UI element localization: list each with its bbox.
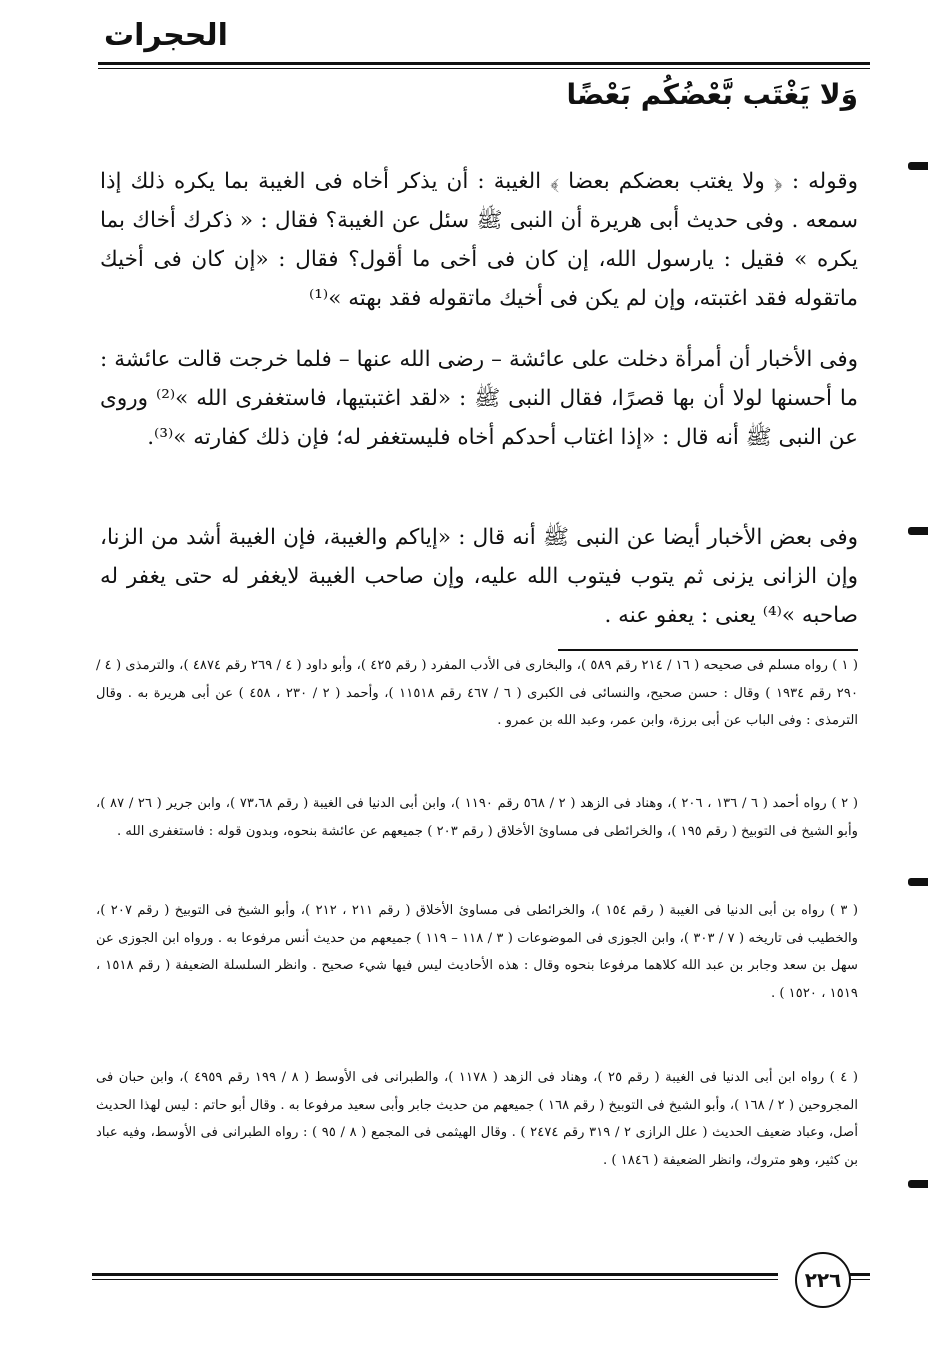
body-paragraph: وقوله : ﴿ ولا يغتب بعضكم بعضا ﴾ الغيبة : أن يذكر أخاه فى الغيبة بما يكره ذلك إذا سمعه . وفى حديث أبى هريرة أن النبى ﷺ سئل عن الغيبة؟ فقال : « ذكرك أخاك بما يكره » فقيل : يارسول الله، إن كان فى أخى ما أقول؟ فقال : «إن كان فى أخيك ماتقوله فقد اغتبته، وإن لم يكن فى أخيك ماتقوله فقد بهته »⁽¹⁾ bbox=[100, 169, 858, 311]
body-paragraph: وفى الأخبار أن أمرأة دخلت على عائشة – رضى الله عنها – فلما خرجت قالت عائشة : ما أحسنها لولا أن بها قصرًا، فقال النبى ﷺ : «لقد اغتبتيها، فاستغفرى الله »⁽²⁾ وروى عن النبى ﷺ أنه قال : «إذا اغتاب أحدكم أخاه فليستغفر له؛ فإن ذلك كفارته »⁽³⁾. bbox=[100, 347, 859, 450]
margin-mark bbox=[908, 162, 928, 170]
section-title: وَلا يَغْتَب بَّعْضُكُم بَعْضًا bbox=[566, 78, 858, 111]
footnote-separator bbox=[558, 649, 858, 651]
footer-rule bbox=[92, 1273, 778, 1276]
running-head: الحجرات bbox=[104, 18, 228, 53]
body-paragraph: وفى بعض الأخبار أيضا عن النبى ﷺ أنه قال : «إياكم والغيبة، فإن الغيبة أشد من الزنا، وإن الزانى يزنى ثم يتوب فيتوب الله عليه، وإن صاحب الغيبة لايغفر له حتى يغفر له صاحبه »⁽⁴⁾ يعنى : يعفو عنه . bbox=[100, 525, 858, 628]
footer-rule-thin bbox=[92, 1279, 778, 1280]
footnote: ( ٤ ) رواه ابن أبى الدنيا فى الغيبة ( رقم ٢٥ )، وهناد فى الزهد ( ١١٧٨ )، والطبرانى فى الأوسط ( ٨ / ١٩٩ رقم ٤٩٥٩ )، وابن حبان فى المجروحين ( ٢ / ١٦٨ )، وأبو الشيخ فى التوبيخ ( رقم ١٦٨ ) جميعهم من حديث جابر وأبى سعيد مرفوعا به . وقال أبو حاتم : ليس لهذا الحديث أصل، وعباد ضعيف الحديث ( علل الرازى ٢ / ٣١٩ رقم ٢٤٧٤ ) . وقال الهيثمى فى المجمع ( ٨ / ٩٥ ) : رواه الطبرانى فى الأوسط، وفيه عباد بن كثير، وهو متروك، وانظر الضعيفة ( ١٨٤٦ ) . bbox=[96, 1070, 858, 1168]
header-rule bbox=[98, 62, 870, 65]
margin-mark bbox=[908, 1180, 928, 1188]
footnote: ( ٢ ) رواه أحمد ( ٦ / ١٣٦ ، ٢٠٦ )، وهناد فى الزهد ( ٢ / ٥٦٨ رقم ١١٩٠ )، وابن أبى الدنيا فى الغيبة ( رقم ٧٣،٦٨ )، وابن جرير ( ٢٦ / ٨٧ )، وأبو الشيخ فى التوبيخ ( رقم ١٩٥ )، والخرائطى فى مساوئ الأخلاق ( رقم ٢٠٣ ) جميعهم عن عائشة بنحوه، وبدون قوله : فاستغفرى الله . bbox=[96, 796, 859, 839]
footnote: ( ١ ) رواه مسلم فى صحيحه ( ١٦ / ٢١٤ رقم ٥٨٩ )، والبخارى فى الأدب المفرد ( رقم ٤٢٥ )، وأبو داود ( ٤ / ٢٦٩ رقم ٤٨٧٤ )، والترمذى ( ٤ / ٢٩٠ رقم ١٩٣٤ ) وقال : حسن صحيح، والنسائى فى الكبرى ( ٦ / ٤٦٧ رقم ١١٥١٨ )، وأحمد ( ٢ / ٢٣٠ ، ٤٥٨ ) عن أبى هريرة به . وقال الترمذى : وفى الباب عن أبى برزة، وابن عمر، وعبد الله بن عمرو . bbox=[96, 658, 859, 728]
footnote: ( ٣ ) رواه بن أبى الدنيا فى الغيبة ( رقم ١٥٤ )، والخرائطى فى مساوئ الأخلاق ( رقم ٢١١ ، ٢١٢ )، وأبو الشيخ فى التوبيخ ( رقم ٢٠٧ )، والخطيب فى تاريخه ( ٧ / ٣٠٣ )، وابن الجوزى فى الموضوعات ( ٣ / ١١٨ – ١١٩ ) جميعهم من حديث أنس مرفوعا به . ورواه ابن الجوزى عن سهل بن سعد وجابر بن عبد الله كلاهما مرفوعا بنحوه وقال : هذه الأحاديث ليس فيها شيء صحيح . وانظر السلسلة الضعيفة ( رقم ١٥١٨ ، ١٥١٩ ، ١٥٢٠ ) . bbox=[96, 903, 859, 1001]
page-number: ٢٢٦ bbox=[795, 1252, 851, 1308]
footer-rule-right bbox=[850, 1273, 870, 1276]
header-rule-thin bbox=[98, 68, 870, 69]
footer-rule-right-thin bbox=[850, 1279, 870, 1280]
margin-mark bbox=[908, 878, 928, 886]
margin-mark bbox=[908, 527, 928, 535]
